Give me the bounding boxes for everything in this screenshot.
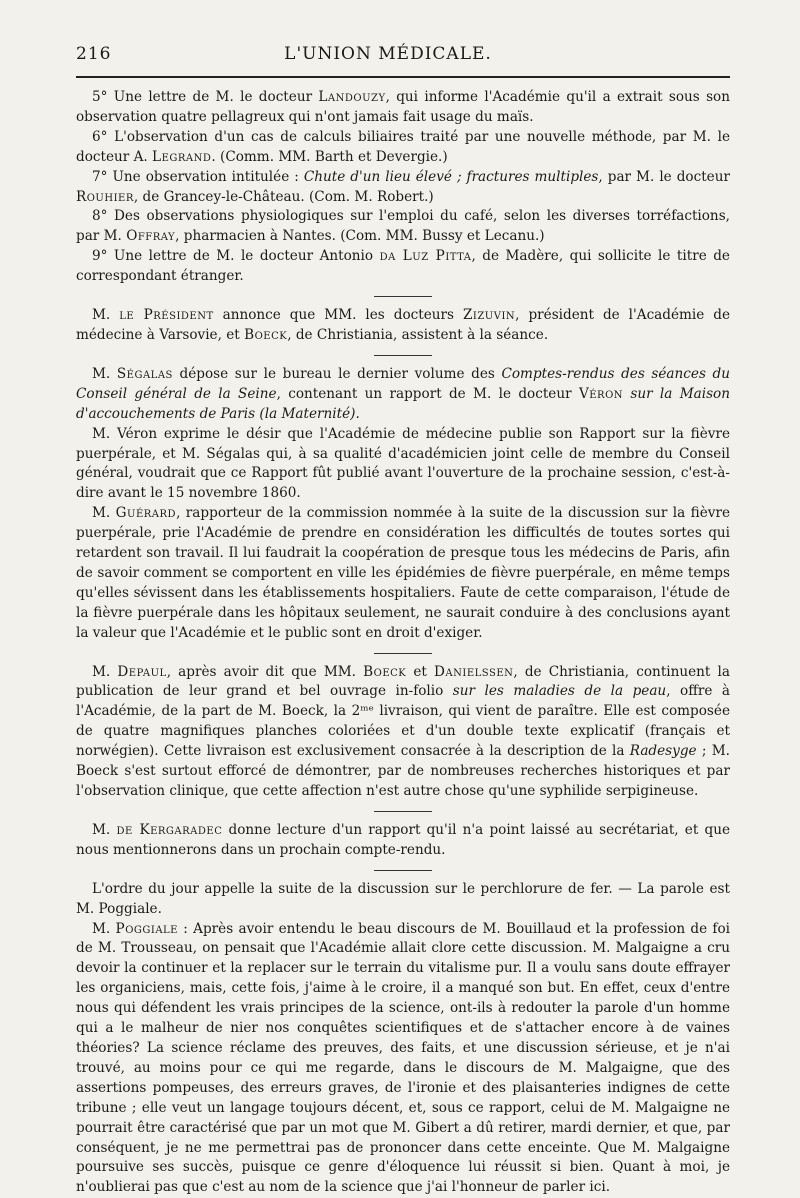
header-rule [76,76,730,78]
page-number: 216 [76,44,112,64]
proper-name: Guérard [115,505,177,522]
text-run: ; M. Boeck s'est surtout efforcé de démontrer, par de nombreuses recherches historiques et par l'observation clinique, que cette affection n'est autre chose qu'une syphilide serpigineuse. [76,743,730,799]
text-run: , de Christiania, continuent la publication de leur grand et bel ouvrage in-folio [76,663,730,700]
proper-name: Danielssen [434,663,514,680]
text-run: M. [92,821,117,838]
proper-name: Landouzy [318,89,386,105]
proper-name: Depaul [117,663,167,680]
text-run: et [406,663,435,680]
text-run: , pharmacien à Nantes. (Com. MM. Bussy et Lecanu.) [175,228,545,245]
text-run: donne lecture d'un rapport qu'il n'a point laissé au secrétariat, et que nous mentionnerons dans un prochain compte-rendu. [76,821,730,858]
text-run: M. [92,365,117,382]
proper-name: Offray [126,228,176,245]
paragraph-p13 [76,920,730,1198]
text-run: 8° Des observations physiologiques sur l'emploi du café, selon les diverses torréfactions, par M. [76,208,730,245]
proper-name: da Luz Pitta [379,248,472,265]
text-run: M. [92,307,120,324]
section-separator [374,355,432,356]
text-run: , de Grancey-le-Château. (Com. M. Robert.) [133,188,434,205]
proper-name: Poggiale [115,920,178,937]
text-run: M. [92,663,118,680]
text-run: 5° Une lettre de M. le docteur [92,89,319,105]
paragraph-p11 [76,821,730,861]
proper-name: Legrand [152,148,212,165]
paragraph-p8 [76,425,730,505]
proper-name: Boeck [244,326,288,343]
proper-name: Rouhier [76,188,134,205]
section-separator [374,870,432,871]
text-run: dépose sur le bureau le dernier volume des [172,365,502,382]
proper-name: le Président [119,307,214,324]
proper-name: Boeck [363,663,407,680]
text-run: , après avoir dit que MM. [166,663,364,680]
paragraph-p4 [76,207,730,247]
article-body [76,88,730,1198]
paragraph-p6 [76,306,730,346]
proper-name: Zizuvin [462,307,516,324]
paragraph-p7 [76,365,730,425]
proper-name: Véron [578,385,624,402]
paragraph-p3 [76,168,730,208]
text-run: . (Comm. MM. Barth et Devergie.) [211,148,448,165]
text-run: , offre à l'Académie, de la part de M. Boeck, la 2ᵐᵉ livraison, qui vient de paraître. Elle est composée de quatre magnifiques planches coloriées et d'un double texte explicatif (français et norwégien). Cette livraison est exclusivement consacrée à la description de la [76,683,731,760]
italic-title: Radesyge [629,743,697,760]
text-run: M. Véron exprime le désir que l'Académie de médecine publie son Rapport sur la fièvre puerpérale, et M. Ségalas qui, à sa qualité d'académicien joint celle de membre du Conseil général, voudrait que ce Rapport fût publié avant l'ouverture de la prochaine session, c'est-à-dire avant le 15 novembre 1860. [76,425,730,502]
section-separator [374,811,432,812]
text-run: L'ordre du jour appelle la suite de la discussion sur le perchlorure de fer. — La parole est M. Poggiale. [76,880,730,917]
italic-title: Comptes-rendus des séances du Conseil général de la Seine [76,365,730,402]
italic-title: Chute d'un lieu élevé ; fractures multiples [303,168,599,185]
text-run: 7° Une observation intitulée : [92,168,304,185]
text-run: : Après avoir entendu le beau discours de M. Bouillaud et la profession de foi de M. Trousseau, on pensait que l'Académie allait clore cette discussion. M. Malgaigne a cru devoir la continuer et la replacer sur le terrain du vitalisme pur. Il a voulu sans doute effrayer les organiciens, mais, cette fois, j'aime à le croire, il a manqué son but. En effet, ceux d'entre nous qui défendent les vrais principes de la science, ont-ils à redouter la parole d'un homme qui a le malheur de nier nos conquêtes scientifiques et de s'attacher encore à de vaines théories? La science réclame des preuves, des faits, et une discussion sérieuse, et je n'ai trouvé, au moins pour ce qui me regarde, dans le discours de M. Malgaigne, que des assertions pompeuses, des erreurs graves, de l'ironie et des plaisanteries indignes de cette tribune ; elle veut un langage toujours décent, et, sous ce rapport, celui de M. Malgaigne ne pourrait être caractérisé que par un mot que M. Gibert a dû retirer, mardi dernier, et que, par conséquent, je ne me permettrai pas de prononcer dans cette enceinte. Que M. Malgaigne poursuive ses succès, puisque ce genre d'éloquence lui réussit si bien. Quant à moi, je n'oublierai pas que c'est au nom de la science que j'ai l'honneur de parler ici. [76,920,730,1196]
paragraph-p12 [76,880,730,920]
running-title: L'UNION MÉDICALE. [284,44,492,64]
paragraph-p9 [76,504,730,643]
text-run: , de Christiania, assistent à la séance. [287,326,549,343]
text-run: 9° Une lettre de M. le docteur Antonio [92,248,380,265]
running-header [76,44,730,64]
proper-name: Ségalas [116,365,173,382]
text-run: M. [92,505,116,522]
paragraph-p2 [76,128,730,168]
text-run: , par M. le docteur [598,168,730,185]
text-run: , contenant un rapport de M. le docteur [276,385,579,402]
text-run: , rapporteur de la commission nommée à la suite de la discussion sur la fièvre puerpérale, prie l'Académie de prendre en considération les difficultés de toutes sortes qui retardent son travail. Il lui faudrait la coopération de presque tous les médecins de Paris, afin de savoir comment se comportent en ville les épidémies de fièvre puerpérale, en même temps qu'elles sévissent dans les établissements hospitaliers. Faute de cette comparaison, l'étude de la fièvre puerpérale dans les hôpitaux seulement, ne saurait conduire à des conclusions ayant la valeur que l'Académie et le public sont en droit d'exiger. [76,505,730,641]
section-separator [374,653,432,654]
text-run: , président de l'Académie de médecine à Varsovie, et [76,307,731,343]
section-separator [374,296,432,297]
text-run: , de Madère, qui sollicite le titre de correspondant étranger. [76,248,730,285]
text-run: , qui informe l'Académie qu'il a extrait sous son observation quatre pellagreux qui n'ont jamais fait usage du maïs. [76,89,730,125]
text-run: annonce que MM. les docteurs [213,307,463,324]
text-run: 6° L'observation d'un cas de calculs biliaires traité par une nouvelle méthode, par M. le docteur A. [76,128,730,165]
italic-title: sur la Maison d'accouchements de Paris (la Maternité). [76,385,730,422]
proper-name: de Kergaradec [116,821,223,838]
paragraph-p1 [76,88,730,128]
paragraph-p5 [76,247,730,287]
paragraph-p10 [76,663,730,802]
italic-title: sur les maladies de la peau [452,683,667,700]
text-run: M. [92,920,116,937]
